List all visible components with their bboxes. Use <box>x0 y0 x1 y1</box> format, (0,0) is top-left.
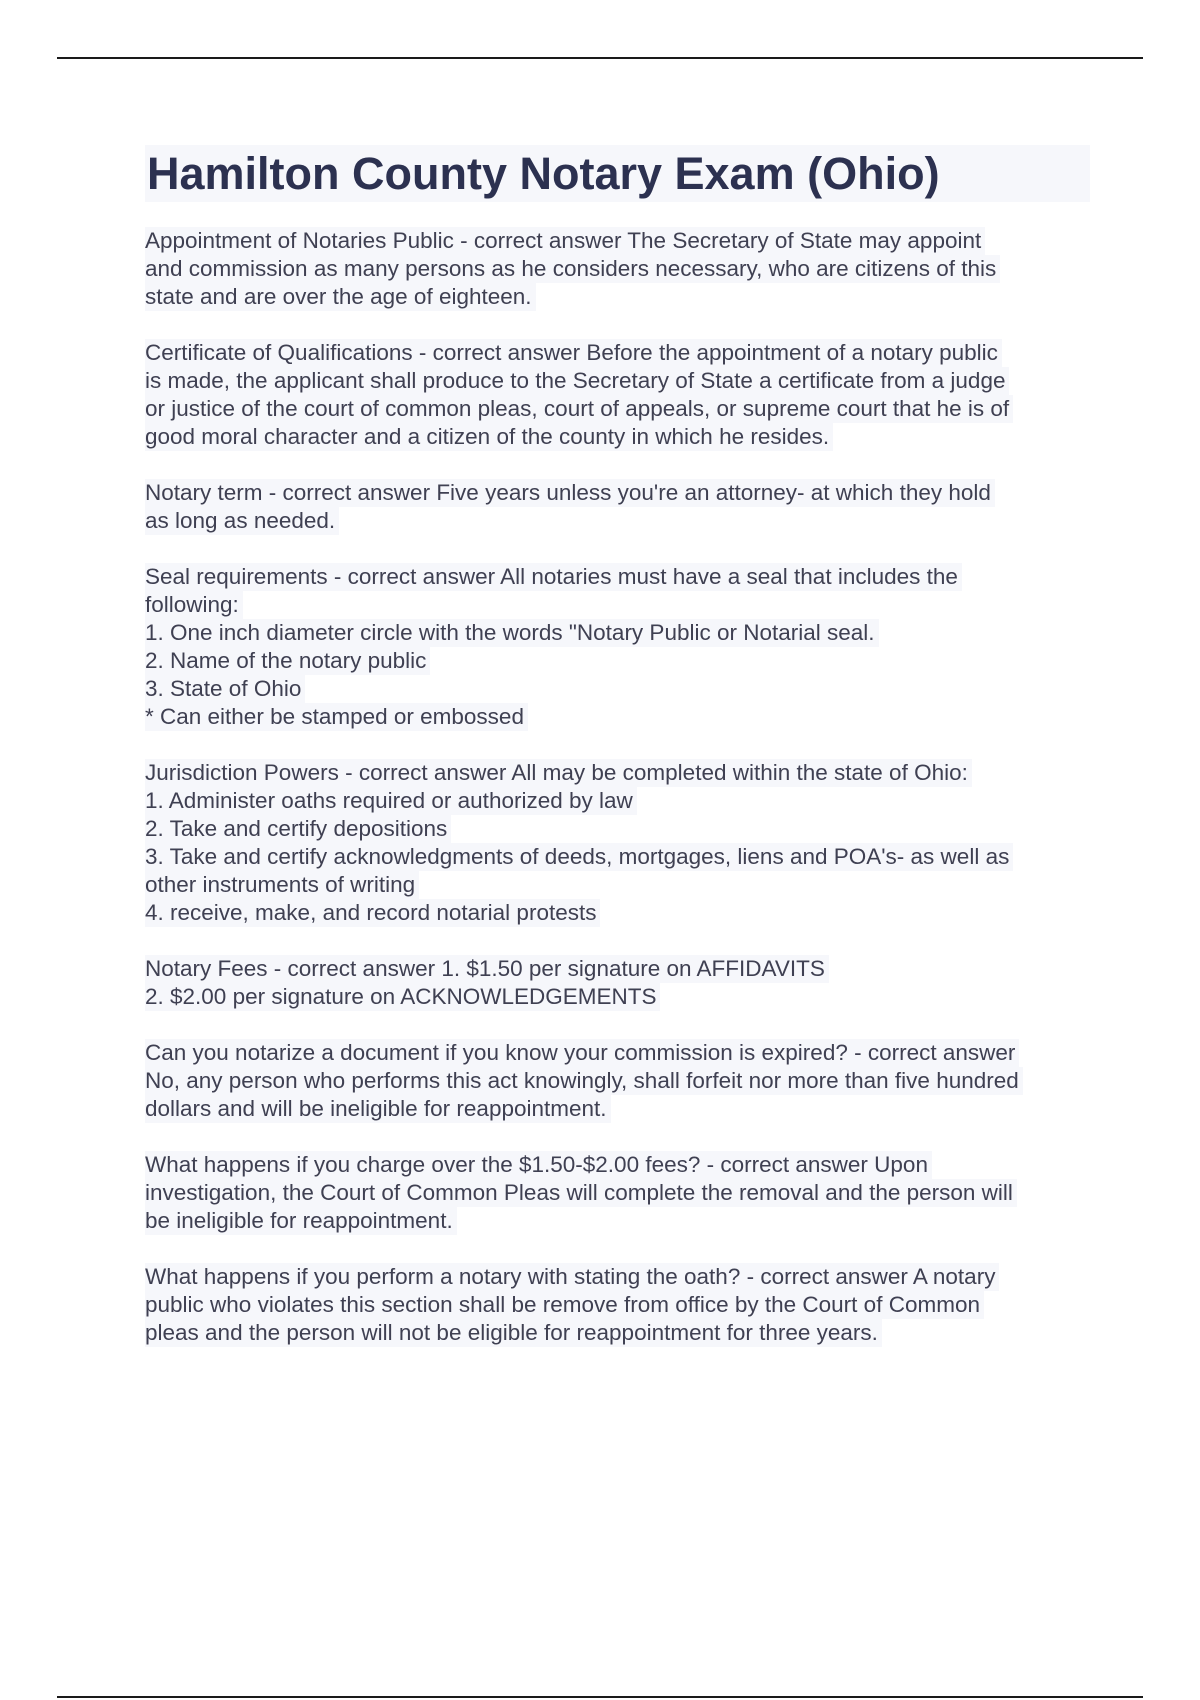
qa-entry-line: as long as needed. <box>145 507 339 535</box>
qa-entry <box>145 759 1090 927</box>
document-title: Hamilton County Notary Exam (Ohio) <box>145 145 1090 202</box>
qa-entry-line: Can you notarize a document if you know your commission is expired? - correct answer <box>145 1039 1019 1067</box>
qa-entry <box>145 227 1090 311</box>
top-rule <box>57 57 1143 59</box>
qa-entry-line: Notary term - correct answer Five years unless you're an attorney- at which they hold <box>145 479 995 507</box>
qa-entry-line: 2. $2.00 per signature on ACKNOWLEDGEMENTS <box>145 983 660 1011</box>
document-body <box>145 145 1090 1375</box>
qa-entry <box>145 1263 1090 1347</box>
qa-entry-line: 1. Administer oaths required or authorized by law <box>145 787 637 815</box>
qa-entry-line: or justice of the court of common pleas, court of appeals, or supreme court that he is of <box>145 395 1013 423</box>
qa-entry-line: public who violates this section shall be remove from office by the Court of Common <box>145 1291 984 1319</box>
qa-entry <box>145 1151 1090 1235</box>
qa-entry-line: pleas and the person will not be eligible for reappointment for three years. <box>145 1319 882 1347</box>
qa-entry <box>145 563 1090 731</box>
qa-entry-line: 4. receive, make, and record notarial protests <box>145 899 600 927</box>
qa-entry-line: Appointment of Notaries Public - correct answer The Secretary of State may appoint <box>145 227 985 255</box>
qa-entry-line: 2. Take and certify depositions <box>145 815 451 843</box>
qa-entry-line: Certificate of Qualifications - correct answer Before the appointment of a notary public <box>145 339 1002 367</box>
qa-entry-line: What happens if you perform a notary with stating the oath? - correct answer A notary <box>145 1263 999 1291</box>
qa-entry <box>145 955 1090 1011</box>
qa-entry-line: Seal requirements - correct answer All notaries must have a seal that includes the <box>145 563 962 591</box>
qa-entry-line: Notary Fees - correct answer 1. $1.50 per signature on AFFIDAVITS <box>145 955 829 983</box>
qa-entry-line: investigation, the Court of Common Pleas will complete the removal and the person will <box>145 1179 1017 1207</box>
qa-entry-line: 3. State of Ohio <box>145 675 305 703</box>
qa-entry-line: * Can either be stamped or embossed <box>145 703 528 731</box>
qa-entry <box>145 339 1090 451</box>
qa-entry-line: be ineligible for reappointment. <box>145 1207 457 1235</box>
qa-entry-line: dollars and will be ineligible for reappointment. <box>145 1095 611 1123</box>
qa-entry-line: and commission as many persons as he considers necessary, who are citizens of this <box>145 255 1000 283</box>
qa-list <box>145 227 1090 1347</box>
qa-entry-line: state and are over the age of eighteen. <box>145 283 536 311</box>
qa-entry <box>145 1039 1090 1123</box>
qa-entry-line: 2. Name of the notary public <box>145 647 430 675</box>
qa-entry <box>145 479 1090 535</box>
bottom-rule <box>57 1696 1143 1698</box>
qa-entry-line: other instruments of writing <box>145 871 419 899</box>
qa-entry-line: Jurisdiction Powers - correct answer All may be completed within the state of Ohio: <box>145 759 972 787</box>
qa-entry-line: What happens if you charge over the $1.50-$2.00 fees? - correct answer Upon <box>145 1151 932 1179</box>
qa-entry-line: 1. One inch diameter circle with the words "Notary Public or Notarial seal. <box>145 619 879 647</box>
qa-entry-line: No, any person who performs this act knowingly, shall forfeit nor more than five hundred <box>145 1067 1023 1095</box>
qa-entry-line: 3. Take and certify acknowledgments of deeds, mortgages, liens and POA's- as well as <box>145 843 1013 871</box>
qa-entry-line: following: <box>145 591 243 619</box>
qa-entry-line: good moral character and a citizen of the county in which he resides. <box>145 423 833 451</box>
qa-entry-line: is made, the applicant shall produce to the Secretary of State a certificate from a judge <box>145 367 1009 395</box>
